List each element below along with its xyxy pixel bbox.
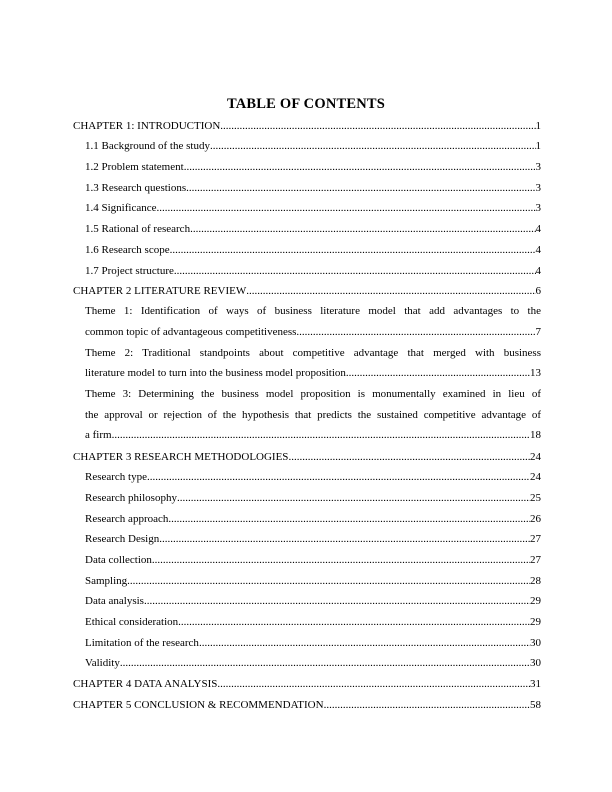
toc-entry-text: 1.1 Background of the study [85,140,210,153]
toc-section-1-2[interactable] [73,153,541,174]
toc-page-number: 3 [535,161,541,174]
toc-section-1-5[interactable] [73,215,541,236]
toc-page-number: 30 [530,636,541,649]
leader-dots [296,322,535,343]
toc-page-number: 24 [530,471,541,484]
toc-theme-3[interactable] [73,384,541,446]
toc-page-number: 29 [530,595,541,608]
toc-theme-1[interactable] [73,301,541,342]
toc-entry-last-line [85,425,541,446]
leader-dots [288,451,530,464]
leader-dots [186,182,535,195]
toc-entry-text: the approval or rejection of the hypothesis that predicts the sustained competitive advantage of [85,408,541,421]
toc-page-number: 27 [530,553,541,566]
toc-chapter-2[interactable] [73,278,541,299]
leader-dots [144,595,530,608]
toc-page-number: 3 [535,202,541,215]
leader-dots [190,223,535,236]
toc-page-number: 6 [535,285,541,298]
toc-research-approach[interactable] [73,505,541,526]
toc-entry-text: Data analysis [85,595,144,608]
leader-dots [324,699,530,712]
leader-dots [349,363,530,384]
toc-research-philosophy[interactable] [73,484,541,505]
toc-page-number: 18 [530,429,541,442]
leader-dots [120,657,530,670]
toc-sampling[interactable] [73,567,541,588]
toc-entry-text: CHAPTER 5 CONCLUSION & RECOMMENDATION [73,698,324,711]
toc-entry-text: 1.6 Research scope [85,243,170,256]
leader-dots [159,533,530,546]
toc-section-1-1[interactable] [73,133,541,154]
toc-entry-text: Theme 2: Traditional standpoints about competitive advantage that merged with business [85,346,541,359]
leader-dots [156,202,535,215]
toc-data-analysis[interactable] [73,588,541,609]
toc-page-number: 7 [535,325,541,338]
toc-entry-text: 1.3 Research questions [85,181,187,194]
toc-title: TABLE OF CONTENTS [226,96,386,112]
leader-dots [147,471,530,484]
toc-section-1-7[interactable] [73,257,541,278]
toc-entry-text: Research Design [85,533,160,546]
leader-dots [199,637,530,650]
toc-section-1-6[interactable] [73,236,541,257]
toc-page-number: 24 [530,450,541,463]
leader-dots [127,575,530,588]
toc-entry-text: Theme 1: Identification of ways of business literature model that add advantages to the [85,305,541,318]
leader-dots [174,265,536,278]
leader-dots [112,425,530,446]
toc-page-number: 31 [530,678,541,691]
leader-dots [220,120,535,133]
leader-dots [170,244,536,257]
leader-dots [217,678,530,691]
leader-dots [210,140,536,153]
toc-page-number: 27 [530,533,541,546]
toc-section-1-4[interactable] [73,195,541,216]
toc-entry-text: 1.7 Project structure [85,264,174,277]
toc-chapter-1[interactable] [73,112,541,133]
toc-entry-text: Sampling [85,574,128,587]
toc-data-collection[interactable] [73,546,541,567]
toc-chapter-5[interactable] [73,691,541,712]
toc-page-number: 1 [535,119,541,132]
leader-dots [246,285,535,298]
toc-entry-text: CHAPTER 1: INTRODUCTION [73,119,221,132]
toc-page-number: 30 [530,657,541,670]
toc-entry-text: Research type [85,471,147,484]
toc-entry-text: common topic of advantageous competitiveness [85,325,297,338]
toc-validity[interactable] [73,650,541,671]
toc-research-type[interactable] [73,464,541,485]
toc-chapter-4[interactable] [73,670,541,691]
toc-entry-text: CHAPTER 4 DATA ANALYSIS [73,678,218,691]
toc-ethical-consideration[interactable] [73,608,541,629]
toc-entry-text: 1.4 Significance [85,202,157,215]
toc-research-design[interactable] [73,526,541,547]
toc-page-number: 3 [535,181,541,194]
toc-theme-2[interactable] [73,343,541,384]
leader-dots [168,513,530,526]
toc-entry-text: Ethical consideration [85,616,179,628]
toc-page-number: 28 [530,574,541,587]
toc-page-number: 25 [530,491,541,504]
leader-dots [184,161,536,174]
toc-page-number: 4 [535,223,541,236]
table-of-contents [73,112,541,712]
toc-page-number: 4 [535,264,541,277]
toc-entry-text: a firm [85,429,112,442]
toc-entry-text: CHAPTER 2 LITERATURE REVIEW [73,285,247,298]
toc-entry-text: Research philosophy [85,491,177,504]
toc-entry-text: Theme 3: Determining the business model proposition is monumentally examined in lieu of [85,387,541,400]
toc-entry-last-line [85,322,541,343]
toc-entry-text: literature model to turn into the business model proposition. [85,367,349,380]
toc-page-number: 58 [530,698,541,711]
toc-limitation[interactable] [73,629,541,650]
toc-entry-text: Limitation of the research [85,636,199,649]
toc-page-number: 29 [530,616,541,628]
toc-entry-text: Data collection [85,553,152,566]
toc-page-number: 4 [535,243,541,256]
toc-entry-last-line [85,363,541,384]
toc-entry-text: 1.5 Rational of research [85,223,191,236]
toc-page-number: 13 [530,367,541,380]
toc-page-number: 1 [535,140,541,153]
leader-dots [177,492,530,505]
toc-entry-text: Research approach [85,512,169,525]
toc-entry-text: Validity [85,657,120,670]
toc-entry-text: CHAPTER 3 RESEARCH METHODOLOGIES [73,450,289,463]
toc-entry-text: 1.2 Problem statement [85,161,184,174]
leader-dots [178,616,530,629]
toc-chapter-3[interactable] [73,446,541,464]
toc-section-1-3[interactable] [73,174,541,195]
toc-page-number: 26 [530,512,541,525]
leader-dots [152,554,530,567]
